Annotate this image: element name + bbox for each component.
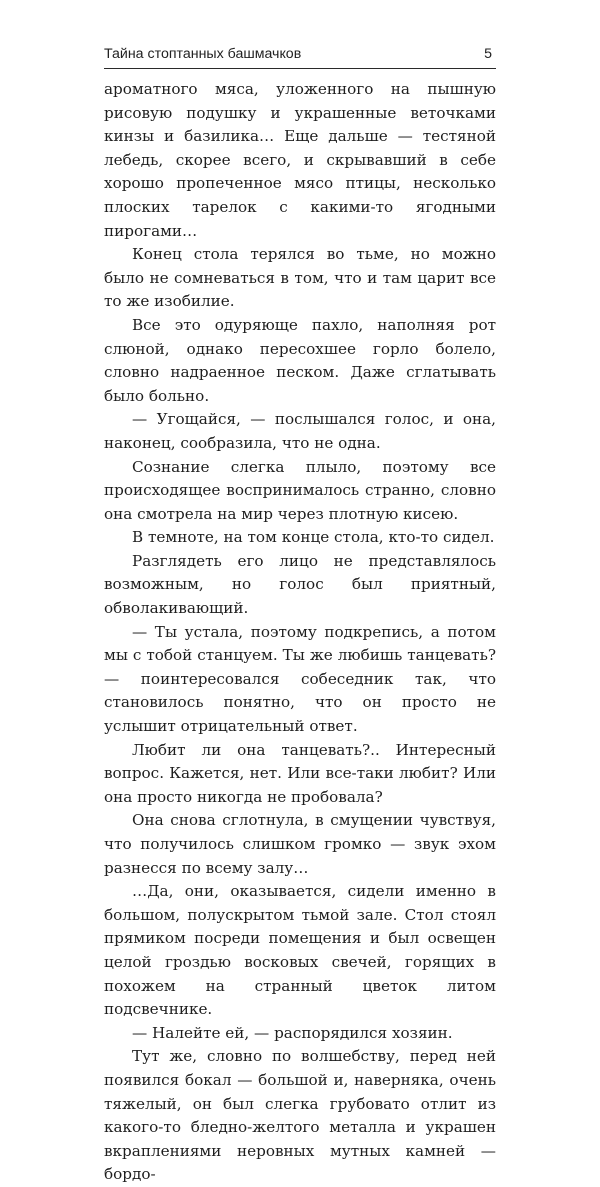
book-title: Тайна стоптанных башмачков [104, 46, 302, 62]
paragraph: Разглядеть его лицо не представлялось возможным, но голос был приятный, обволакивающий. [104, 551, 496, 618]
paragraph: — Налейте ей, — распорядился хозяин. [132, 1023, 453, 1042]
paragraph: Конец стола терялся во тьме, но можно было не сомневаться в том, что и там царит все то же изобилие. [104, 245, 496, 311]
paragraph: В темноте, на том конце стола, кто-то сидел. [132, 528, 495, 547]
paragraph: ароматного мяса, уложенного на пышную рисовую подушку и украшенные веточками кинзы и базилика… Еще дальше — тестяной лебедь, скорее всего, и скрывавший в себе хорошо пропеченное мясо птицы, несколько плоских тарелок с какими-то ягодными пирогами… [104, 80, 496, 240]
paragraph: Сознание слегка плыло, поэтому все происходящее воспринималось странно, словно она смотрела на мир через плотную кисею. [104, 457, 496, 523]
paragraph: …Да, они, оказывается, сидели именно в большом, полускрытом тьмой зале. Стол стоял прямиком посреди помещения и был освещен целой гроздью восковых свечей, горящих в похожем на странный цветок литом подсвечнике. [104, 882, 496, 1019]
paragraph: — Угощайся, — послышался голос, и она, наконец, сообразила, что не одна. [104, 410, 496, 452]
page-number: 5 [484, 46, 492, 62]
paragraph: Тут же, словно по волшебству, перед ней появился бокал — большой и, наверняка, очень тяжелый, он был слегка грубовато отлит из какого-то бледно-желтого металла и украшен вкраплениями неровных мутных камней — бордо- [104, 1047, 496, 1184]
paragraph: — Ты устала, поэтому подкрепись, а потом мы с тобой станцуем. Ты же любишь танцевать? — поинтересовался собеседник так, что становилось понятно, что он просто не услышит отрицательный ответ. [104, 622, 496, 736]
paragraph: Она снова сглотнула, в смущении чувствуя, что получилось слишком громко — звук эхом разнесся по всему залу… [104, 811, 496, 877]
paragraph: Любит ли она танцевать?.. Интересный вопрос. Кажется, нет. Или все-таки любит? Или она просто никогда не пробовала? [104, 740, 496, 806]
body-text [104, 78, 496, 1187]
running-header [104, 40, 496, 69]
paragraph: Все это одуряюще пахло, наполняя рот слюной, однако пересохшее горло болело, словно надраенное песком. Даже сглатывать было больно. [104, 315, 496, 405]
